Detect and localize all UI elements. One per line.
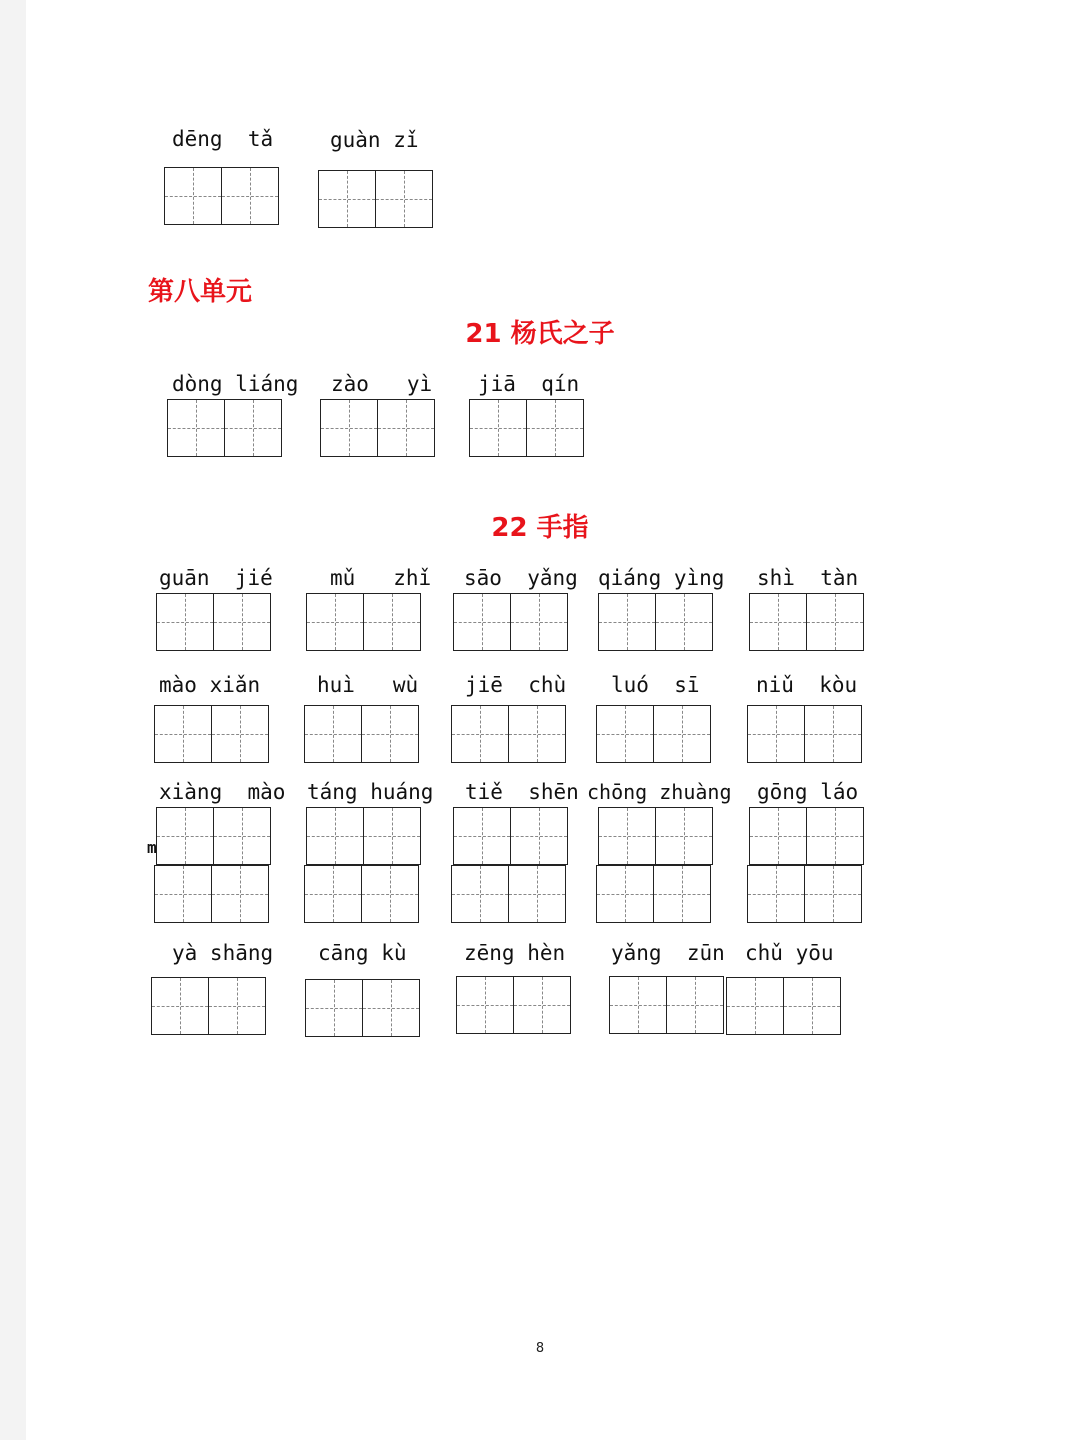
tianzige-cell xyxy=(453,807,511,865)
writing-grid xyxy=(598,593,711,651)
tianzige-cell xyxy=(213,593,271,651)
pinyin-label: yǎng zūn xyxy=(611,941,725,965)
tianzige-cell xyxy=(598,593,656,651)
tianzige-cell xyxy=(749,593,807,651)
tianzige-cell xyxy=(451,865,509,923)
writing-grid xyxy=(453,593,566,651)
tianzige-cell xyxy=(318,170,376,228)
tianzige-cell xyxy=(783,977,841,1035)
pinyin-label: jiā qín xyxy=(478,372,580,396)
tianzige-cell xyxy=(213,807,271,865)
writing-grid xyxy=(469,399,582,457)
tianzige-cell xyxy=(154,705,212,763)
writing-grid xyxy=(304,865,417,923)
tianzige-cell xyxy=(804,865,862,923)
tianzige-cell xyxy=(151,977,209,1035)
pinyin-label: shì tàn xyxy=(757,566,859,590)
tianzige-cell xyxy=(726,977,784,1035)
tianzige-cell xyxy=(655,807,713,865)
writing-grid xyxy=(318,170,431,228)
pinyin-label: tiě shēn xyxy=(465,780,579,804)
pinyin-label: guàn zǐ xyxy=(330,128,419,152)
writing-grid xyxy=(609,976,722,1034)
tianzige-cell xyxy=(655,593,713,651)
tianzige-cell xyxy=(156,807,214,865)
writing-grid xyxy=(596,865,709,923)
tianzige-cell xyxy=(596,705,654,763)
tianzige-cell xyxy=(304,705,362,763)
tianzige-cell xyxy=(221,167,279,225)
pinyin-label: táng huáng xyxy=(307,780,434,804)
writing-grid xyxy=(596,705,709,763)
unit-title: 第八单元 xyxy=(148,277,253,307)
pinyin-label: niǔ kòu xyxy=(756,673,858,697)
tianzige-cell xyxy=(469,399,527,457)
writing-grid xyxy=(451,865,564,923)
tianzige-cell xyxy=(305,979,363,1037)
tianzige-cell xyxy=(167,399,225,457)
tianzige-cell xyxy=(375,170,433,228)
tianzige-cell xyxy=(666,976,724,1034)
pinyin-label: cāng kù xyxy=(318,941,407,965)
writing-grid xyxy=(154,705,267,763)
tianzige-cell xyxy=(453,593,511,651)
tianzige-cell xyxy=(510,807,568,865)
pinyin-label: sāo yǎng xyxy=(464,566,578,590)
tianzige-cell xyxy=(362,979,420,1037)
tianzige-cell xyxy=(361,865,419,923)
pinyin-label: guān jié xyxy=(159,566,273,590)
page-number: 8 xyxy=(535,1341,545,1356)
writing-grid xyxy=(151,977,264,1035)
pinyin-label: gōng láo xyxy=(757,780,859,804)
writing-grid xyxy=(306,593,419,651)
tianzige-cell xyxy=(596,865,654,923)
tianzige-cell xyxy=(806,807,864,865)
tianzige-cell xyxy=(208,977,266,1035)
writing-grid xyxy=(305,979,418,1037)
pinyin-label: jiē chù xyxy=(465,673,567,697)
tianzige-cell xyxy=(451,705,509,763)
tianzige-cell xyxy=(456,976,514,1034)
tianzige-cell xyxy=(377,399,435,457)
pinyin-label: mǔ zhǐ xyxy=(330,566,432,590)
tianzige-cell xyxy=(363,807,421,865)
pinyin-label: chǔ yōu xyxy=(745,941,834,965)
pinyin-label: yà shāng xyxy=(172,941,274,965)
tianzige-cell xyxy=(224,399,282,457)
writing-grid xyxy=(156,593,269,651)
tianzige-cell xyxy=(306,593,364,651)
tianzige-cell xyxy=(361,705,419,763)
pinyin-label: mào xiǎn xyxy=(159,673,261,697)
writing-grid xyxy=(749,807,862,865)
tianzige-cell xyxy=(806,593,864,651)
writing-grid xyxy=(320,399,433,457)
writing-grid xyxy=(747,865,860,923)
writing-grid xyxy=(156,807,269,865)
writing-grid xyxy=(154,865,267,923)
writing-grid xyxy=(749,593,862,651)
pinyin-label: zào yì xyxy=(331,372,433,396)
tianzige-cell xyxy=(211,705,269,763)
writing-grid xyxy=(747,705,860,763)
tianzige-cell xyxy=(306,807,364,865)
tianzige-cell xyxy=(508,705,566,763)
writing-grid xyxy=(167,399,280,457)
tianzige-cell xyxy=(156,593,214,651)
writing-grid xyxy=(304,705,417,763)
pinyin-label: dēng tǎ xyxy=(172,127,274,151)
lesson-21-title: 21 杨氏之子 xyxy=(465,319,615,349)
writing-grid xyxy=(598,807,711,865)
lesson-22-title: 22 手指 xyxy=(491,513,589,543)
writing-grid xyxy=(451,705,564,763)
tianzige-cell xyxy=(154,865,212,923)
stray-mark: m xyxy=(147,838,157,857)
tianzige-cell xyxy=(653,865,711,923)
pinyin-label: xiàng mào xyxy=(159,780,286,804)
pinyin-label: luó sī xyxy=(611,673,700,697)
pinyin-label: qiáng yìng xyxy=(598,566,725,590)
tianzige-cell xyxy=(526,399,584,457)
tianzige-cell xyxy=(304,865,362,923)
tianzige-cell xyxy=(653,705,711,763)
writing-grid xyxy=(726,977,839,1035)
tianzige-cell xyxy=(164,167,222,225)
writing-grid xyxy=(306,807,419,865)
pinyin-label: chōng zhuàng xyxy=(587,780,732,804)
tianzige-cell xyxy=(363,593,421,651)
tianzige-cell xyxy=(747,705,805,763)
tianzige-cell xyxy=(804,705,862,763)
tianzige-cell xyxy=(609,976,667,1034)
pinyin-label: zēng hèn xyxy=(464,941,566,965)
writing-grid xyxy=(456,976,569,1034)
tianzige-cell xyxy=(508,865,566,923)
tianzige-cell xyxy=(513,976,571,1034)
pinyin-label: huì wù xyxy=(317,673,419,697)
tianzige-cell xyxy=(598,807,656,865)
writing-grid xyxy=(453,807,566,865)
writing-grid xyxy=(164,167,277,225)
tianzige-cell xyxy=(510,593,568,651)
tianzige-cell xyxy=(211,865,269,923)
tianzige-cell xyxy=(749,807,807,865)
tianzige-cell xyxy=(747,865,805,923)
tianzige-cell xyxy=(320,399,378,457)
pinyin-label: dòng liáng xyxy=(172,372,299,396)
